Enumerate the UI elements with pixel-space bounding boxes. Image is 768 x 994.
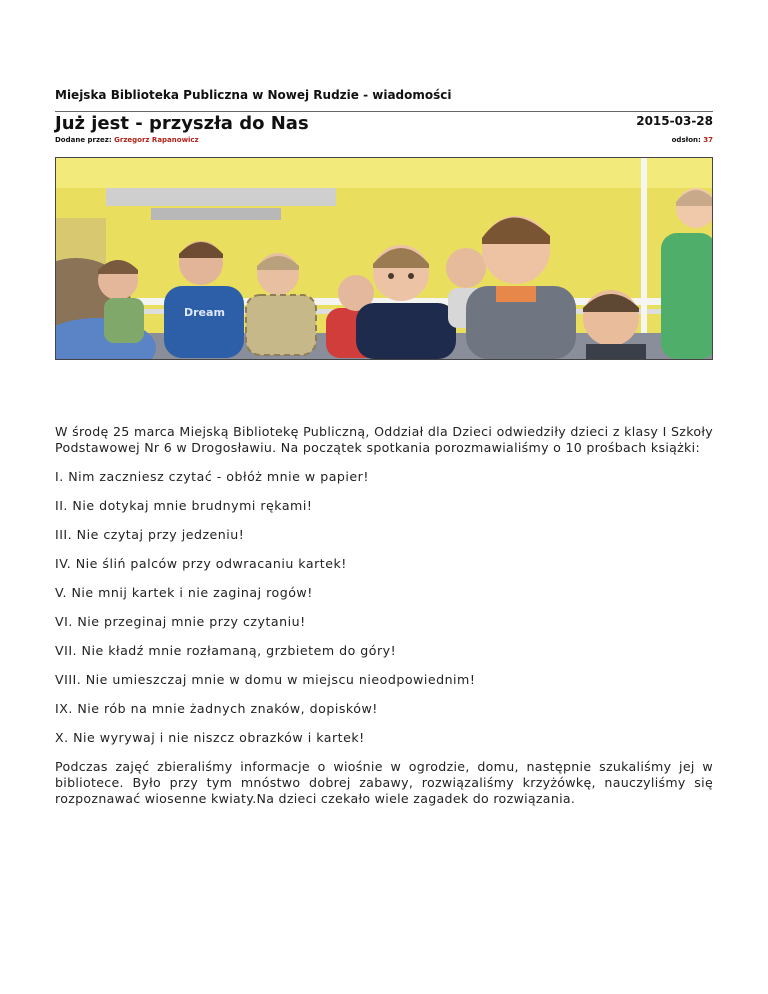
article-views-line — [672, 136, 713, 144]
article-title: Już jest - przyszła do Nas — [55, 113, 309, 134]
rule-item: VII. Nie kładź mnie rozłamaną, grzbietem do góry! — [55, 643, 397, 658]
views-count: 37 — [703, 136, 713, 144]
svg-text:Dream: Dream — [184, 306, 225, 319]
added-by-label: Dodane przez: — [55, 136, 112, 144]
closing-paragraph: Podczas zajęć zbieraliśmy informacje o wiośnie w ogrodzie, domu, następnie szukaliśmy jej w bibliotece. Było przy tym mnóstwo dobrej zabawy, rozwiązaliśmy krzyżówkę, nauczyliśmy się rozpoznawać wiosenne kwiaty.Na dzieci czekało wiele zagadek do rozwiązania. — [55, 759, 713, 806]
rule-item: IX. Nie rób na mnie żadnych znaków, dopisków! — [55, 701, 378, 716]
rule-item: III. Nie czytaj przy jedzeniu! — [55, 527, 245, 542]
rule-item: VI. Nie przeginaj mnie przy czytaniu! — [55, 614, 306, 629]
header-divider — [55, 111, 713, 112]
article-body — [55, 424, 713, 820]
rule-item: IV. Nie śliń palców przy odwracaniu kartek! — [55, 556, 347, 571]
article-date: 2015-03-28 — [636, 114, 713, 128]
author-name[interactable]: Grzegorz Rapanowicz — [114, 136, 199, 144]
photo-children-in-library — [56, 158, 712, 359]
rule-item: X. Nie wyrywaj i nie niszcz obrazków i kartek! — [55, 730, 365, 745]
views-label: odsłon: — [671, 136, 701, 144]
intro-paragraph: W środę 25 marca Miejską Bibliotekę Publiczną, Oddział dla Dzieci odwiedziły dzieci z klasy I Szkoły Podstawowej Nr 6 w Drogosławiu. Na początek spotkania porozmawialiśmy o 10 prośbach książki: — [55, 424, 713, 455]
rule-item: II. Nie dotykaj mnie brudnymi rękami! — [55, 498, 313, 513]
article-photo — [55, 157, 713, 360]
rule-item: I. Nim zaczniesz czytać - obłóż mnie w papier! — [55, 469, 369, 484]
site-title: Miejska Biblioteka Publiczna w Nowej Rudzie - wiadomości — [55, 88, 452, 102]
rule-item: V. Nie mnij kartek i nie zaginaj rogów! — [55, 585, 313, 600]
rule-item: VIII. Nie umieszczaj mnie w domu w miejscu nieodpowiednim! — [55, 672, 476, 687]
article-author-line — [55, 136, 199, 144]
